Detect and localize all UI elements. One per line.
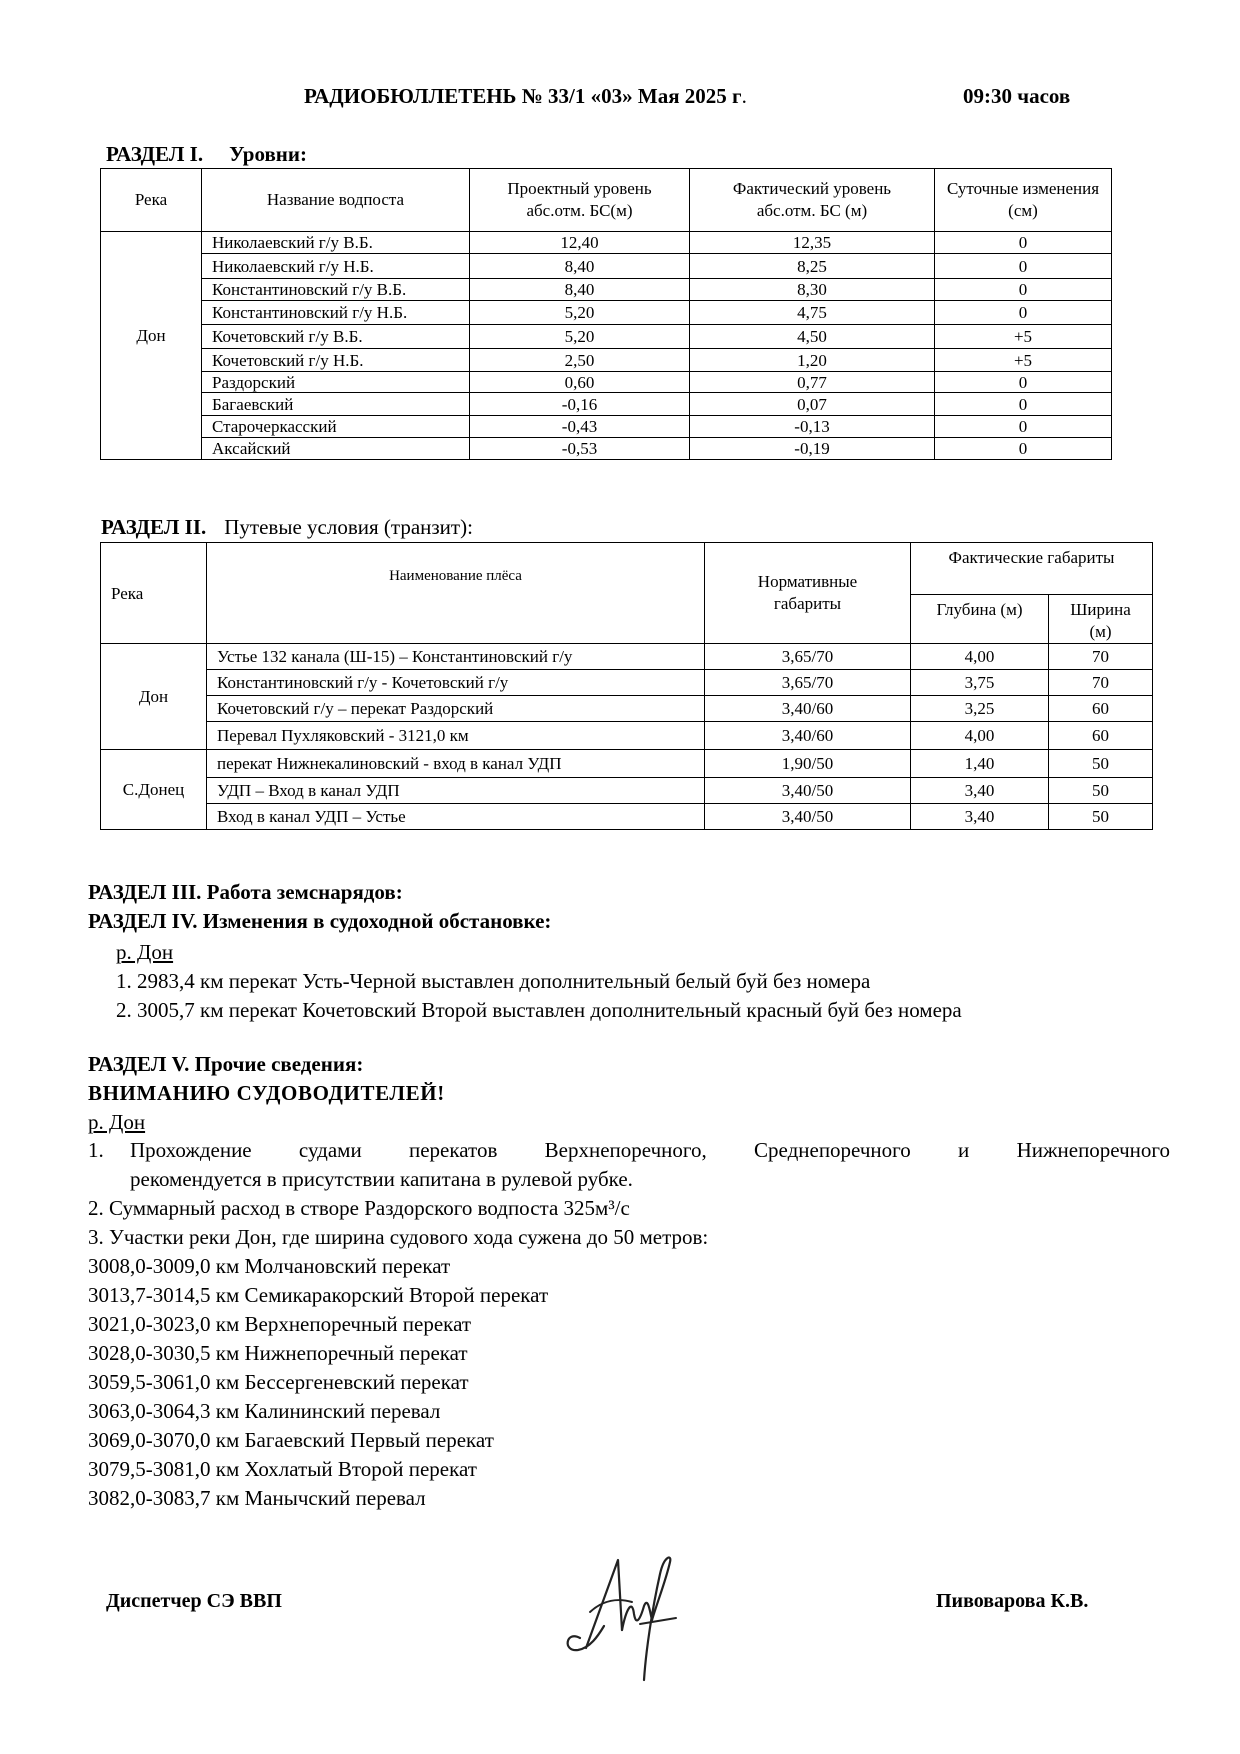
project-level: 0,60 (470, 372, 690, 393)
actual-depth: 4,00 (911, 722, 1049, 750)
levels-row (101, 325, 1112, 349)
narrowing-item: 3082,0-3083,7 км Манычский перевал (88, 1486, 426, 1510)
actual-width: 60 (1049, 696, 1153, 722)
stretch-name: перекат Нижнекалиновский - вход в канал УДП (207, 750, 705, 778)
narrowing-item: 3021,0-3023,0 км Верхнепоречный перекат (88, 1312, 472, 1336)
daily-change: 0 (935, 301, 1112, 325)
transit-row (101, 804, 1153, 830)
levels-row (101, 393, 1112, 416)
levels-col-project: Проектный уровень абс.отм. БС(м) (470, 169, 690, 232)
levels-row (101, 416, 1112, 438)
actual-level: -0,13 (690, 416, 935, 438)
actual-level: 12,35 (690, 232, 935, 254)
station-name: Константиновский г/у Н.Б. (202, 301, 470, 325)
project-level: 8,40 (470, 254, 690, 279)
transit-header-row1 (101, 543, 1153, 595)
section2-title: Путевые условия (транзит): (224, 515, 473, 539)
section3-heading: РАЗДЕЛ III. Работа земснарядов: (88, 880, 403, 904)
transit-col-width: Ширина (м) (1049, 595, 1153, 644)
actual-depth: 1,40 (911, 750, 1049, 778)
station-name: Константиновский г/у В.Б. (202, 279, 470, 301)
transit-row (101, 722, 1153, 750)
levels-row (101, 254, 1112, 279)
normative-dimensions: 1,90/50 (705, 750, 911, 778)
signer-position: Диспетчер СЭ ВВП (106, 1590, 282, 1612)
actual-level: 8,25 (690, 254, 935, 279)
narrowing-item: 3028,0-3030,5 км Нижнепоречный перекат (88, 1341, 468, 1365)
section1-label: РАЗДЕЛ I. (106, 142, 204, 166)
actual-depth: 3,25 (911, 696, 1049, 722)
narrowing-item: 3079,5-3081,0 км Хохлатый Второй перекат (88, 1457, 477, 1481)
project-level: -0,53 (470, 438, 690, 460)
actual-depth: 3,75 (911, 670, 1049, 696)
narrowing-item: 3069,0-3070,0 км Багаевский Первый перекат (88, 1428, 494, 1452)
narrowing-item: 3059,5-3061,0 км Бессергеневский перекат (88, 1370, 469, 1394)
section1-title: Уровни: (229, 142, 307, 166)
section2-label: РАЗДЕЛ II. (101, 515, 207, 539)
narrowing-item: 3063,0-3064,3 км Калининский перевал (88, 1399, 441, 1423)
transit-col-actual: Фактические габариты (911, 543, 1153, 595)
bulletin-title (304, 84, 747, 109)
station-name: Николаевский г/у Н.Б. (202, 254, 470, 279)
section4-item-2: 2. 3005,7 км перекат Кочетовский Второй выставлен дополнительный красный буй без номера (116, 998, 962, 1022)
station-name: Багаевский (202, 393, 470, 416)
daily-change: +5 (935, 349, 1112, 372)
section4-heading: РАЗДЕЛ IV. Изменения в судоходной обстановке: (88, 909, 552, 933)
project-level: -0,43 (470, 416, 690, 438)
section5-heading: РАЗДЕЛ V. Прочие сведения: (88, 1052, 364, 1076)
daily-change: 0 (935, 393, 1112, 416)
actual-level: -0,19 (690, 438, 935, 460)
daily-change: 0 (935, 372, 1112, 393)
actual-level: 0,77 (690, 372, 935, 393)
transit-row (101, 696, 1153, 722)
levels-col-river: Река (101, 169, 202, 232)
project-level: 12,40 (470, 232, 690, 254)
section4-item-1: 1. 2983,4 км перекат Усть-Черной выставлен дополнительный белый буй без номера (116, 969, 871, 993)
transit-river-cell: С.Донец (101, 750, 207, 830)
actual-width: 70 (1049, 644, 1153, 670)
actual-level: 8,30 (690, 279, 935, 301)
transit-col-river: Река (101, 543, 207, 644)
actual-depth: 4,00 (911, 644, 1049, 670)
stretch-name: Вход в канал УДП – Устье (207, 804, 705, 830)
station-name: Аксайский (202, 438, 470, 460)
section4-river: р. Дон (116, 940, 174, 964)
levels-row (101, 372, 1112, 393)
stretch-name: Кочетовский г/у – перекат Раздорский (207, 696, 705, 722)
daily-change: 0 (935, 232, 1112, 254)
levels-col-station: Название водпоста (202, 169, 470, 232)
daily-change: 0 (935, 438, 1112, 460)
levels-row (101, 232, 1112, 254)
section5-item-1-line-1: Прохождение судами перекатов Верхнепоречного, Среднепоречного и Нижнепоречного (130, 1138, 1170, 1162)
actual-level: 4,50 (690, 325, 935, 349)
station-name: Кочетовский г/у В.Б. (202, 325, 470, 349)
transit-col-stretch: Наименование плёса (207, 543, 705, 644)
narrowing-item: 3008,0-3009,0 км Молчановский перекат (88, 1254, 451, 1278)
section1-heading (106, 142, 307, 167)
station-name: Кочетовский г/у Н.Б. (202, 349, 470, 372)
levels-col-actual: Фактический уровень абс.отм. БС (м) (690, 169, 935, 232)
transit-row (101, 644, 1153, 670)
signer-name: Пивоварова К.В. (936, 1590, 1089, 1612)
narrowing-item: 3013,7-3014,5 км Семикаракорский Второй перекат (88, 1283, 549, 1307)
transit-col-depth: Глубина (м) (911, 595, 1049, 644)
station-name: Николаевский г/у В.Б. (202, 232, 470, 254)
stretch-name: УДП – Вход в канал УДП (207, 778, 705, 804)
transit-row (101, 750, 1153, 778)
actual-width: 50 (1049, 778, 1153, 804)
signature-image (548, 1540, 698, 1695)
section5-item-3: 3. Участки реки Дон, где ширина судового хода сужена до 50 метров: (88, 1225, 709, 1249)
section5-item-1-number: 1. (88, 1138, 104, 1162)
normative-dimensions: 3,40/60 (705, 696, 911, 722)
actual-level: 4,75 (690, 301, 935, 325)
bulletin-title-tail: . (741, 84, 747, 108)
levels-header-row (101, 169, 1112, 232)
project-level: 8,40 (470, 279, 690, 301)
daily-change: 0 (935, 279, 1112, 301)
transit-river-cell: Дон (101, 644, 207, 750)
daily-change: 0 (935, 416, 1112, 438)
transit-row (101, 670, 1153, 696)
section2-heading (101, 515, 473, 540)
stretch-name: Устье 132 канала (Ш-15) – Константиновский г/у (207, 644, 705, 670)
transit-row (101, 778, 1153, 804)
normative-dimensions: 3,40/60 (705, 722, 911, 750)
actual-depth: 3,40 (911, 778, 1049, 804)
project-level: 2,50 (470, 349, 690, 372)
normative-dimensions: 3,65/70 (705, 644, 911, 670)
transit-col-normative: Нормативные габариты (705, 543, 911, 644)
daily-change: 0 (935, 254, 1112, 279)
station-name: Старочеркасский (202, 416, 470, 438)
levels-row (101, 301, 1112, 325)
normative-dimensions: 3,65/70 (705, 670, 911, 696)
levels-table (100, 168, 1112, 460)
actual-width: 50 (1049, 804, 1153, 830)
actual-width: 50 (1049, 750, 1153, 778)
daily-change: +5 (935, 325, 1112, 349)
handwritten-signature (548, 1540, 698, 1690)
project-level: -0,16 (470, 393, 690, 416)
actual-level: 1,20 (690, 349, 935, 372)
bulletin-time: 09:30 часов (963, 84, 1071, 108)
actual-width: 70 (1049, 670, 1153, 696)
narrowings-list (88, 1252, 548, 1513)
stretch-name: Константиновский г/у - Кочетовский г/у (207, 670, 705, 696)
bulletin-title-text: РАДИОБЮЛЛЕТЕНЬ № 33/1 «03» Мая 2025 г (304, 84, 742, 108)
normative-dimensions: 3,40/50 (705, 804, 911, 830)
section5-river: р. Дон (88, 1110, 146, 1134)
transit-table (100, 542, 1153, 830)
levels-row (101, 279, 1112, 301)
section5-item-2: 2. Суммарный расход в створе Раздорского водпоста 325м³/с (88, 1196, 630, 1220)
actual-depth: 3,40 (911, 804, 1049, 830)
levels-row (101, 349, 1112, 372)
project-level: 5,20 (470, 325, 690, 349)
actual-level: 0,07 (690, 393, 935, 416)
project-level: 5,20 (470, 301, 690, 325)
station-name: Раздорский (202, 372, 470, 393)
actual-width: 60 (1049, 722, 1153, 750)
normative-dimensions: 3,40/50 (705, 778, 911, 804)
attention-heading: ВНИМАНИЮ СУДОВОДИТЕЛЕЙ! (88, 1081, 445, 1105)
stretch-name: Перевал Пухляковский - 3121,0 км (207, 722, 705, 750)
levels-col-change: Суточные изменения (см) (935, 169, 1112, 232)
section5-item-1-line-2: рекомендуется в присутствии капитана в рулевой рубке. (130, 1167, 633, 1191)
levels-river-cell: Дон (101, 232, 202, 460)
levels-row (101, 438, 1112, 460)
